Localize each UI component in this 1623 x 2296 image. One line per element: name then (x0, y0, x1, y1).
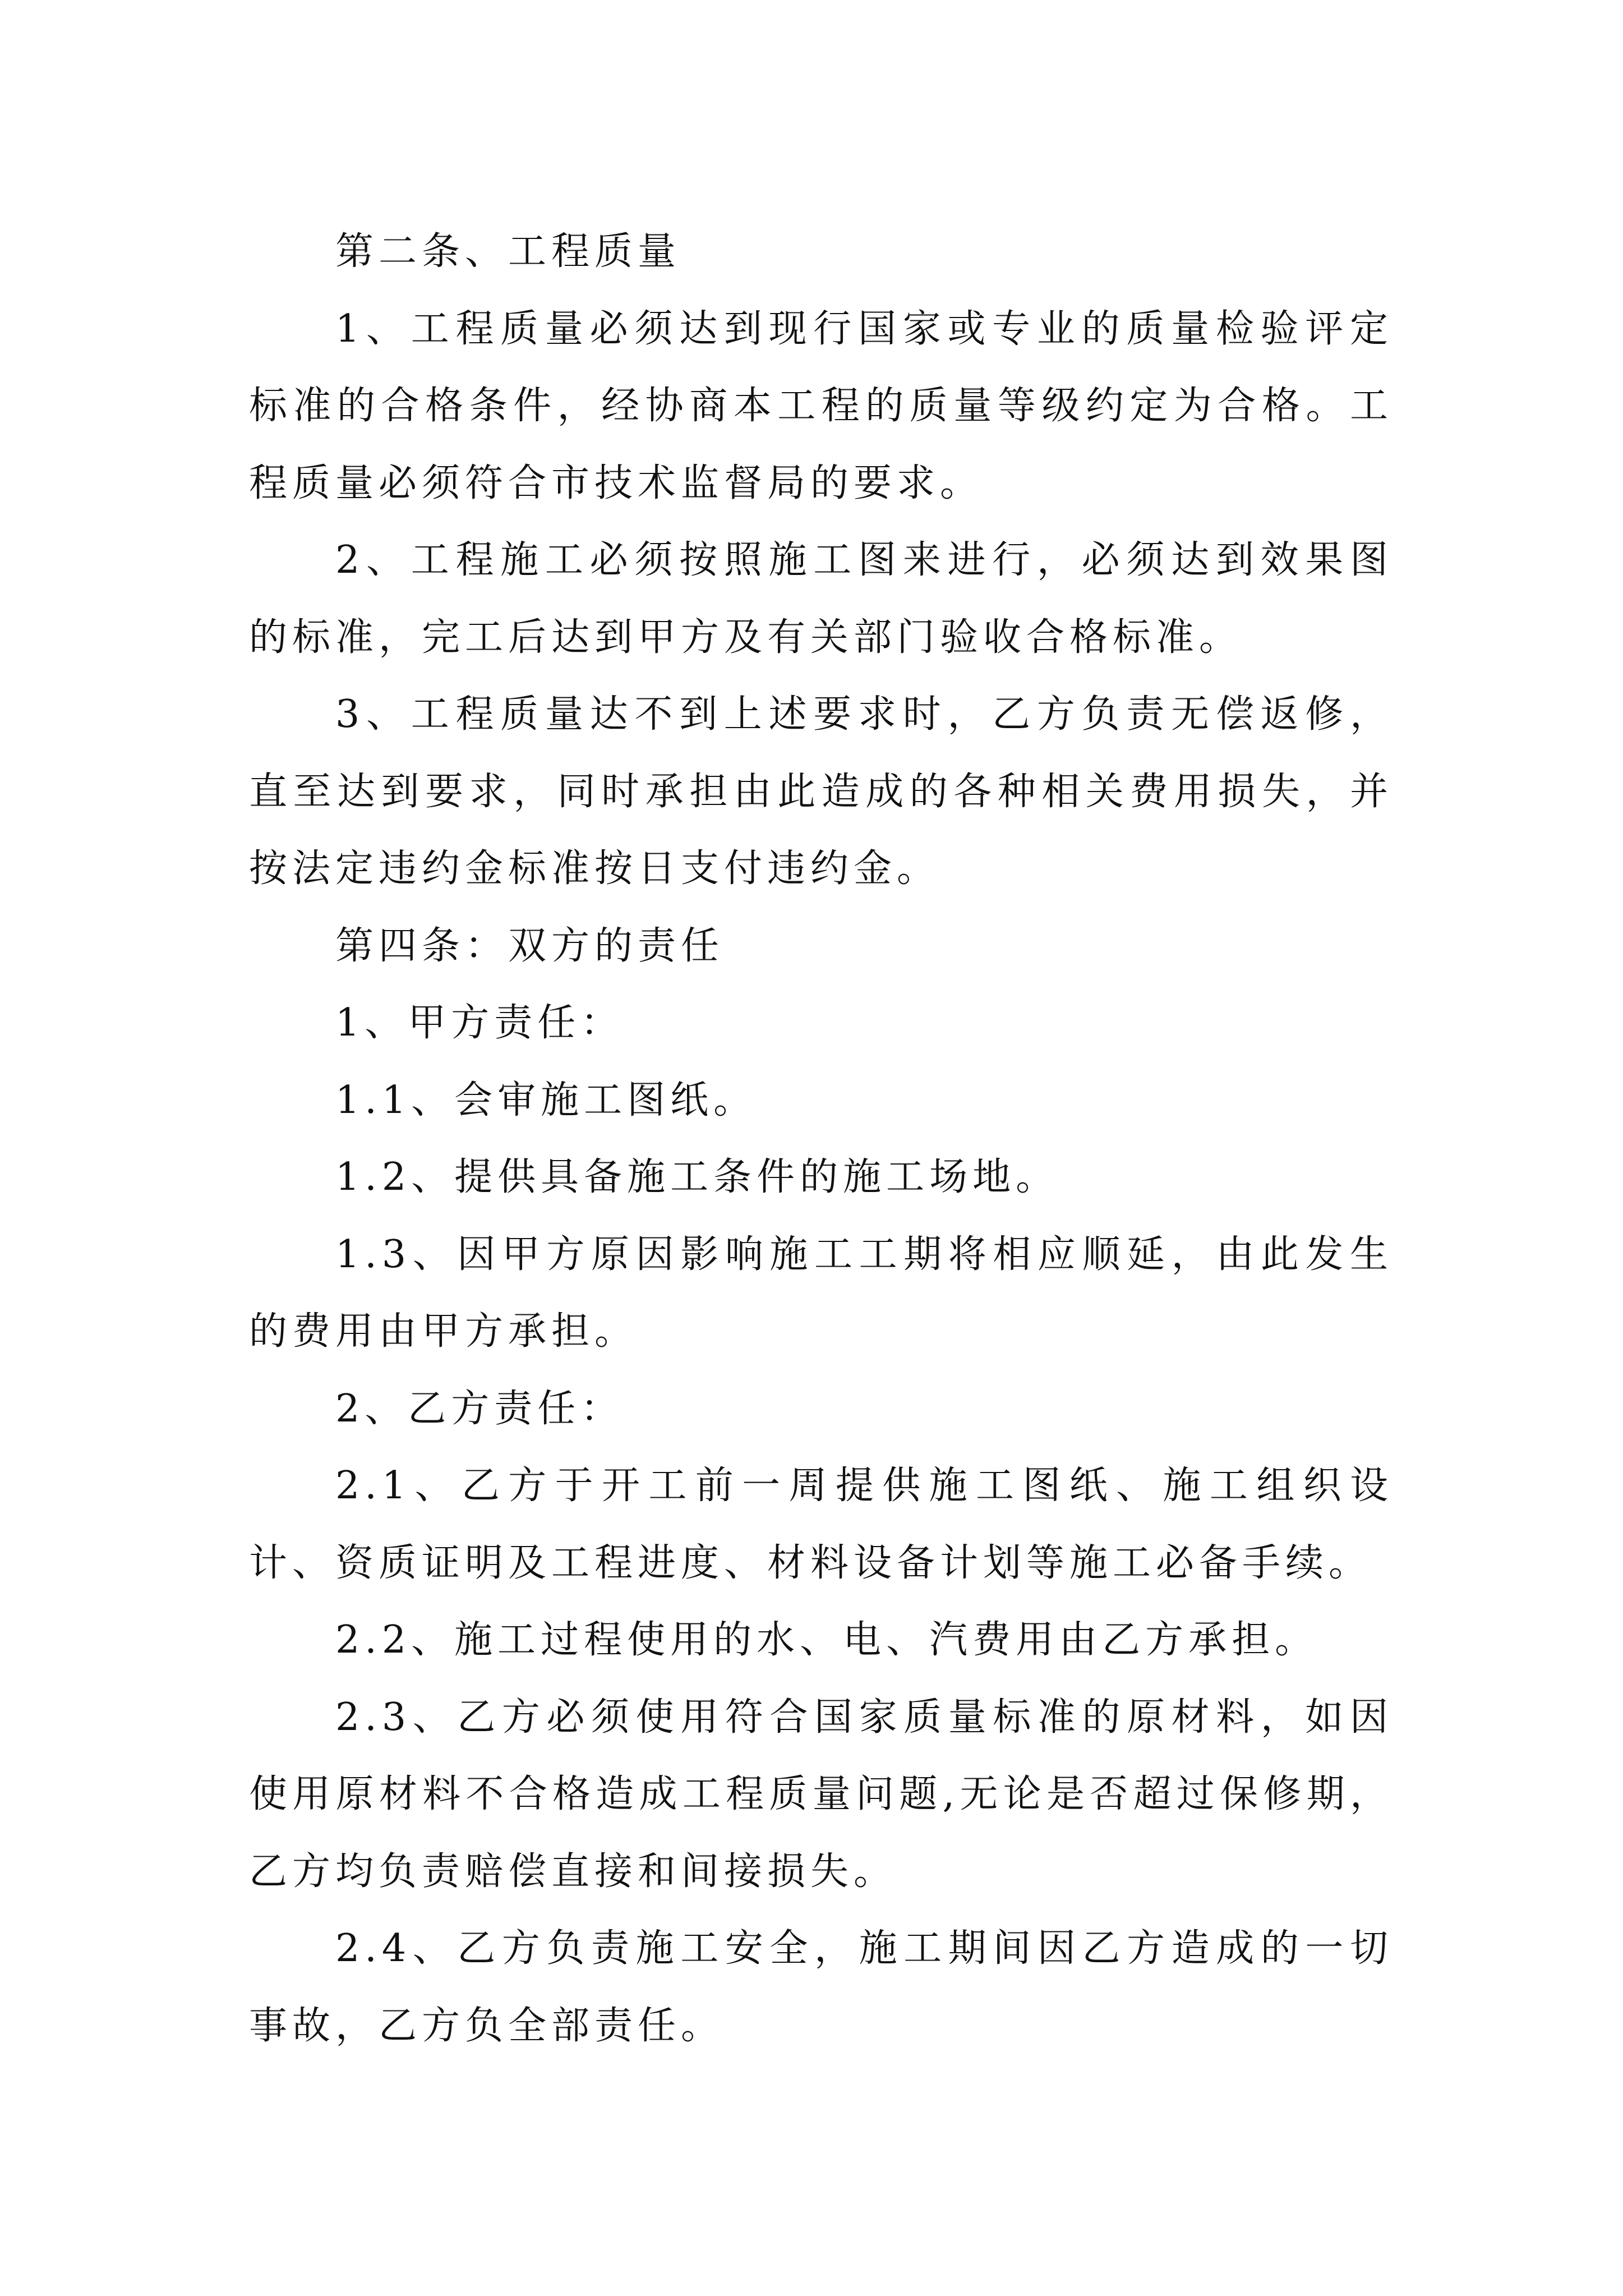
subheading-party-a: 1、甲方责任： (335, 1001, 624, 1045)
subheading-party-b: 2、乙方责任： (335, 1386, 624, 1431)
section-heading-article-4: 第四条：双方的责任 (335, 923, 725, 968)
paragraph-quality-2: 2、工程施工必须按照施工图来进行，必须达到效果图的标准，完工后达到甲方及有关部门验收合格标准。 (249, 538, 1393, 660)
clause-2-1: 2.1、乙方于开工前一周提供施工图纸、施工组织设计、资质证明及工程进度、材料设备计划等施工必备手续。 (249, 1464, 1393, 1585)
paragraph-quality-1: 1、工程质量必须达到现行国家或专业的质量检验评定标准的合格条件，经协商本工程的质量等级约定为合格。工程质量必须符合市技术监督局的要求。 (249, 306, 1393, 505)
paragraph-quality-3: 3、工程质量达不到上述要求时，乙方负责无偿返修，直至达到要求，同时承担由此造成的各种相关费用损失，并按法定违约金标准按日支付违约金。 (249, 692, 1393, 891)
section-heading-article-2: 第二条、工程质量 (335, 229, 681, 274)
clause-2-3: 2.3、乙方必须使用符合国家质量标准的原材料，如因使用原材料不合格造成工程质量问题,无论是否超过保修期，乙方均负责赔偿直接和间接损失。 (249, 1695, 1393, 1894)
clause-1-2: 1.2、提供具备施工条件的施工场地。 (335, 1155, 1059, 1199)
clause-2-2: 2.2、施工过程使用的水、电、汽费用由乙方承担。 (335, 1618, 1318, 1662)
document-body (249, 213, 1393, 2064)
clause-2-4: 2.4、乙方负责施工安全，施工期间因乙方造成的一切事故，乙方负全部责任。 (249, 1926, 1393, 2048)
clause-1-3: 1.3、因甲方原因影响施工工期将相应顺延，由此发生的费用由甲方承担。 (249, 1232, 1393, 1354)
clause-1-1: 1.1、会审施工图纸。 (335, 1078, 757, 1122)
